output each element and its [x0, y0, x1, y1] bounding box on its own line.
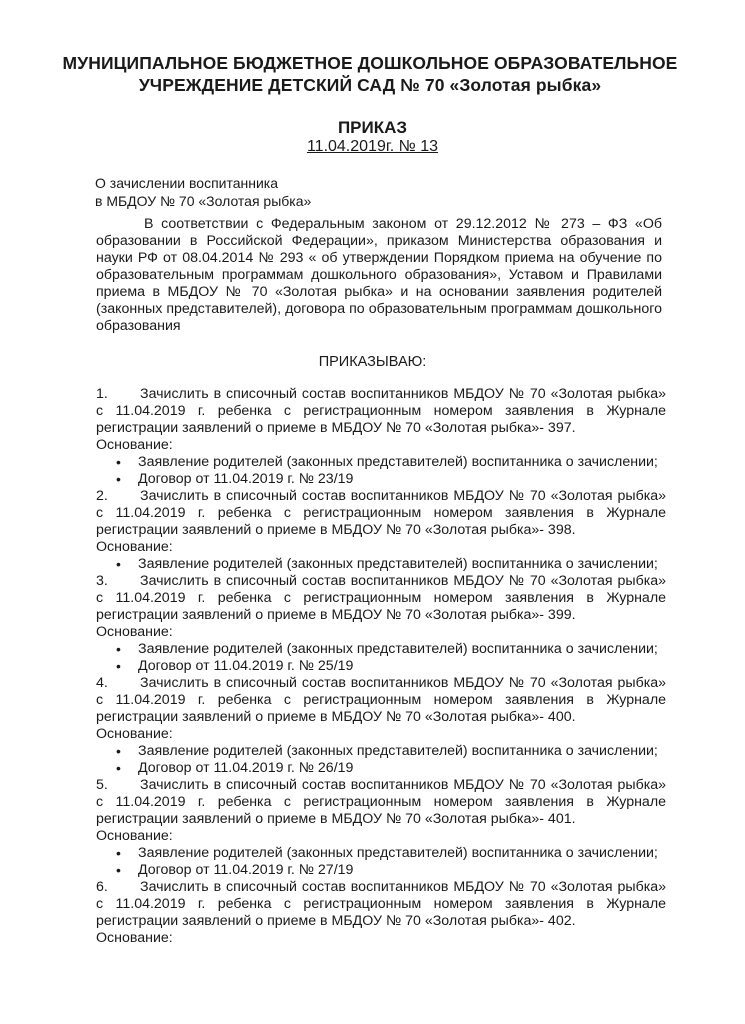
basis-label: Основание: — [96, 437, 173, 453]
bullet-icon: • — [116, 743, 121, 759]
bullet-icon: • — [116, 641, 121, 657]
intro-paragraph: В соответствии с Федеральным законом от 29.12.2012 № 273 – ФЗ «Об образовании в Российской Федерации», приказом Министерства образования и науки РФ от 08.04.2014 № 293 « об утверждении Порядком приема на обучение по образовательным программам дошкольного образования», Уставом и Правилами приема в МБДОУ № 70 «Золотая рыбка» и на основании заявления родителей (законных представителей), договора по образовательным программам дошкольного образования — [96, 216, 662, 334]
bullet-icon: • — [116, 845, 121, 861]
bullet-icon: • — [116, 862, 121, 878]
basis-label: Основание: — [96, 930, 173, 946]
basis-list-item — [96, 760, 666, 777]
basis-list-item — [96, 845, 666, 862]
org-title-line2: УЧРЕЖДЕНИЕ ДЕТСКИЙ САД № 70 «Золотая рыбка» — [138, 75, 602, 95]
bullet-icon: • — [116, 760, 121, 776]
order-item — [96, 386, 666, 437]
item-number: 5. — [96, 777, 108, 793]
basis-label: Основание: — [96, 828, 173, 844]
order-items — [96, 386, 666, 947]
org-title-line1: МУНИЦИПАЛЬНОЕ БЮДЖЕТНОЕ ДОШКОЛЬНОЕ ОБРАЗОВАТЕЛЬНОЕ — [62, 53, 678, 73]
date-number-text: 11.04.2019г. № 13 — [306, 138, 439, 155]
basis-item-text: Заявление родителей (законных представителей) воспитанника о зачислении; — [138, 845, 658, 861]
item-text: Зачислить в списочный состав воспитанников МБДОУ № 70 «Золотая рыбка» с 11.04.2019 г. ребенка с регистрационным номером заявления в Журнале регистрации заявлений о приеме в МБДОУ № 70 «Золотая рыбка»- 402. — [96, 879, 666, 929]
subject-line1: О зачислении воспитанника — [95, 175, 279, 191]
basis-item-text: Заявление родителей (законных представителей) воспитанника о зачислении; — [138, 454, 658, 470]
basis-list-item — [96, 658, 666, 675]
document-type: ПРИКАЗ — [337, 118, 408, 137]
document-date-number — [0, 138, 745, 156]
item-number: 3. — [96, 573, 108, 589]
item-text: Зачислить в списочный состав воспитанников МБДОУ № 70 «Золотая рыбка» с 11.04.2019 г. ребенка с регистрационным номером заявления в Журнале регистрации заявлений о приеме в МБДОУ № 70 «Золотая рыбка»- 398. — [96, 488, 666, 538]
bullet-icon: • — [116, 556, 121, 572]
organization-title — [40, 52, 700, 96]
basis-list — [96, 641, 666, 675]
basis-list — [96, 556, 666, 573]
basis-list-item — [96, 862, 666, 879]
item-number: 1. — [96, 386, 108, 402]
order-subject — [95, 174, 311, 210]
order-item — [96, 573, 666, 624]
bullet-icon: • — [116, 471, 121, 487]
basis-item-text: Заявление родителей (законных представителей) воспитанника о зачислении; — [138, 641, 658, 657]
basis-label: Основание: — [96, 539, 173, 555]
basis-list-item — [96, 743, 666, 760]
basis-item-text: Договор от 11.04.2019 г. № 25/19 — [138, 658, 354, 674]
order-item — [96, 777, 666, 828]
basis-item-text: Заявление родителей (законных представителей) воспитанника о зачислении; — [138, 743, 658, 759]
item-text: Зачислить в списочный состав воспитанников МБДОУ № 70 «Золотая рыбка» с 11.04.2019 г. ребенка с регистрационным номером заявления в Журнале регистрации заявлений о приеме в МБДОУ № 70 «Золотая рыбка»- 397. — [96, 386, 666, 436]
basis-list-item — [96, 454, 666, 471]
basis-list-item — [96, 556, 666, 573]
item-text: Зачислить в списочный состав воспитанников МБДОУ № 70 «Золотая рыбка» с 11.04.2019 г. ребенка с регистрационным номером заявления в Журнале регистрации заявлений о приеме в МБДОУ № 70 «Золотая рыбка»- 400. — [96, 675, 666, 725]
order-item — [96, 488, 666, 539]
item-number: 2. — [96, 488, 108, 504]
basis-item-text: Заявление родителей (законных представителей) воспитанника о зачислении; — [138, 556, 658, 572]
item-text: Зачислить в списочный состав воспитанников МБДОУ № 70 «Золотая рыбка» с 11.04.2019 г. ребенка с регистрационным номером заявления в Журнале регистрации заявлений о приеме в МБДОУ № 70 «Золотая рыбка»- 401. — [96, 777, 666, 827]
basis-item-text: Договор от 11.04.2019 г. № 26/19 — [138, 760, 354, 776]
basis-label: Основание: — [96, 624, 173, 640]
basis-list — [96, 743, 666, 777]
basis-item-text: Договор от 11.04.2019 г. № 27/19 — [138, 862, 354, 878]
basis-label: Основание: — [96, 726, 173, 742]
order-item — [96, 675, 666, 726]
item-number: 4. — [96, 675, 108, 691]
basis-item-text: Договор от 11.04.2019 г. № 23/19 — [138, 471, 354, 487]
basis-list — [96, 845, 666, 879]
order-word: ПРИКАЗЫВАЮ: — [318, 354, 427, 370]
bullet-icon: • — [116, 454, 121, 470]
basis-list-item — [96, 471, 666, 488]
basis-list-item — [96, 641, 666, 658]
subject-line2: в МБДОУ № 70 «Золотая рыбка» — [95, 193, 312, 209]
item-number: 6. — [96, 879, 108, 895]
bullet-icon: • — [116, 658, 121, 674]
basis-list — [96, 454, 666, 488]
item-text: Зачислить в списочный состав воспитанников МБДОУ № 70 «Золотая рыбка» с 11.04.2019 г. ребенка с регистрационным номером заявления в Журнале регистрации заявлений о приеме в МБДОУ № 70 «Золотая рыбка»- 399. — [96, 573, 666, 623]
order-item — [96, 879, 666, 930]
